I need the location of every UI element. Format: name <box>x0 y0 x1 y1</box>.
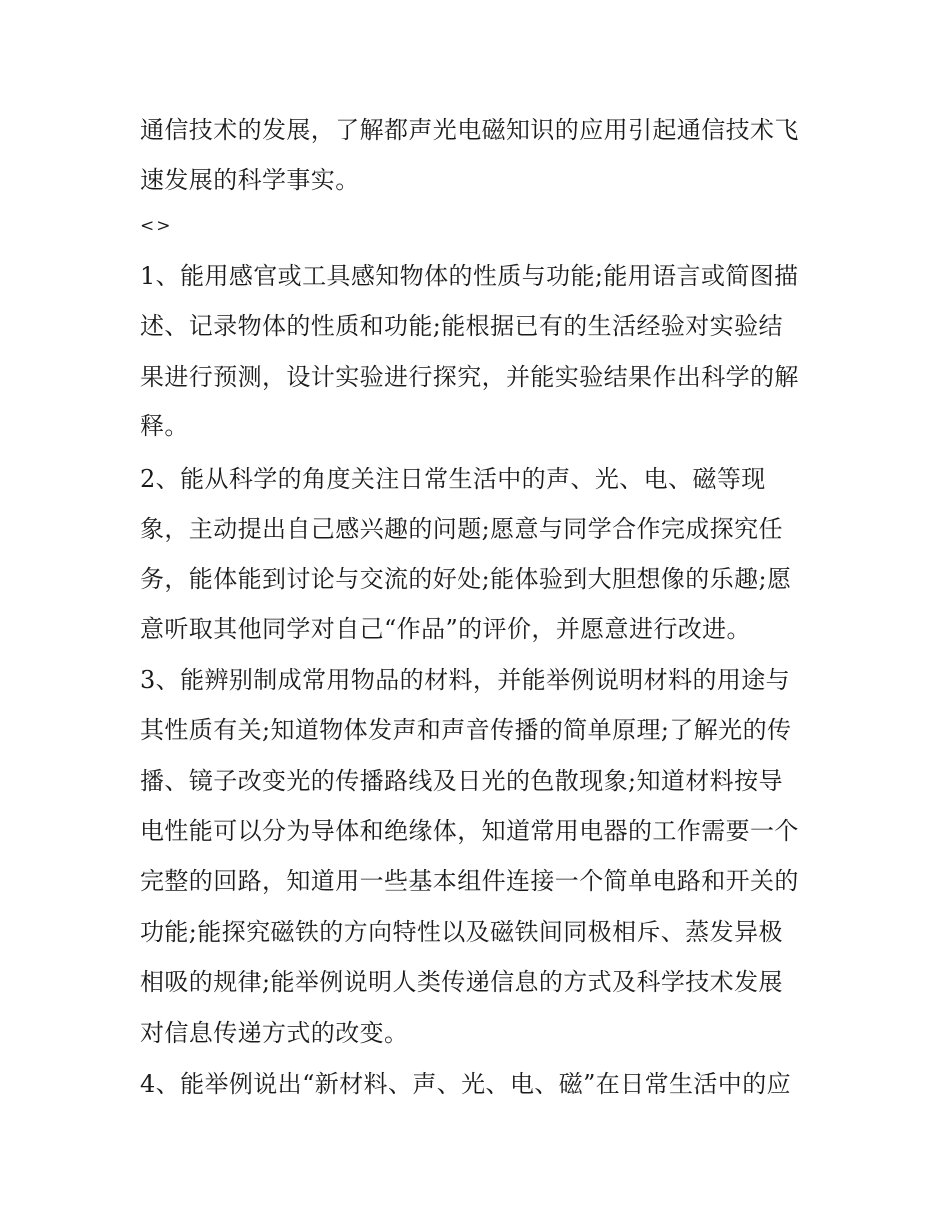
text-line: 果进行预测，设计实验进行探究，并能实验结果作出科学的解 <box>140 363 799 391</box>
text-line: 述、记录物体的性质和功能;能根据已有的生活经验对实验结 <box>140 312 783 340</box>
text-line: 3、能辨别制成常用物品的材料，并能举例说明材料的用途与 <box>140 666 791 694</box>
text-line: 相吸的规律;能举例说明人类传递信息的方式及科学技术发展 <box>140 968 783 996</box>
text-line: 意听取其他同学对自己“作品”的评价，并愿意进行改进。 <box>140 615 751 643</box>
text-line: 4、能举例说出“新材料、声、光、电、磁”在日常生活中的应 <box>140 1070 792 1098</box>
text-line: 播、镜子改变光的传播路线及日光的色散现象;知道材料按导 <box>140 767 783 795</box>
text-line: 完整的回路，知道用一些基本组件连接一个简单电路和开关的 <box>140 867 799 895</box>
text-line: 释。 <box>140 412 189 440</box>
text-line: 务，能体能到讨论与交流的好处;能体验到大胆想像的乐趣;愿 <box>140 565 792 593</box>
text-line: 其性质有关;知道物体发声和声音传播的简单原理;了解光的传 <box>140 716 792 744</box>
text-line: 电性能可以分为导体和绝缘体，知道常用电器的工作需要一个 <box>140 817 799 845</box>
text-line: 1、能用感官或工具感知物体的性质与功能;能用语言或简图描 <box>140 262 799 290</box>
text-line: 功能;能探究磁铁的方向特性以及磁铁间同极相斥、蒸发异极 <box>140 918 783 946</box>
text-line: 速发展的科学事实。 <box>140 166 360 194</box>
text-line: 对信息传递方式的改变。 <box>140 1019 409 1047</box>
text-line: <> <box>140 216 173 236</box>
text-line: 2、能从科学的角度关注日常生活中的声、光、电、磁等现 <box>140 465 766 493</box>
text-line: 通信技术的发展，了解都声光电磁知识的应用引起通信技术飞 <box>140 116 799 144</box>
text-line: 象，主动提出自己感兴趣的问题;愿意与同学合作完成探究任 <box>140 515 783 543</box>
